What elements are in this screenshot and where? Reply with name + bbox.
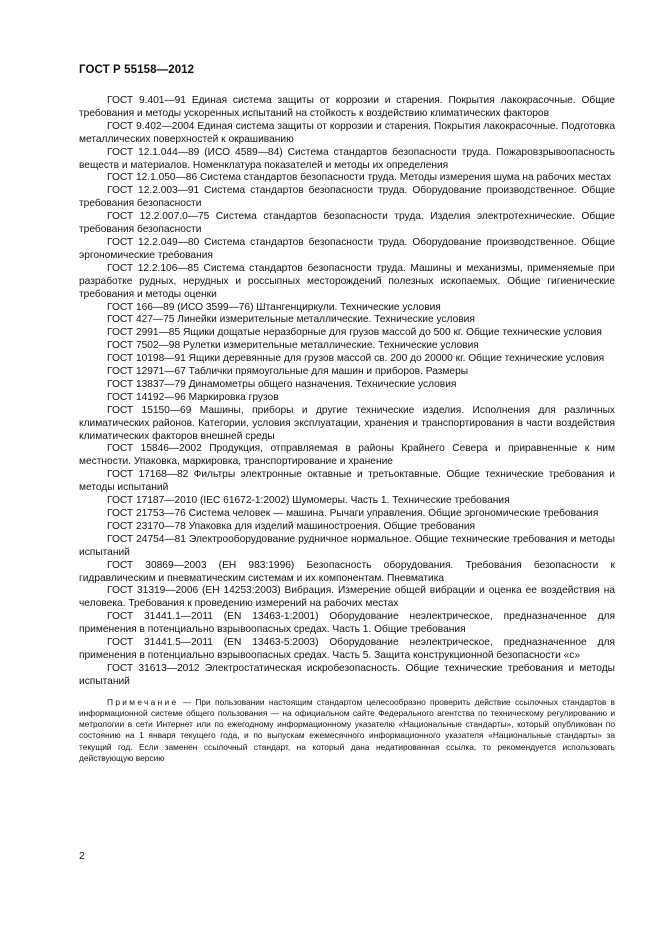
document-header: ГОСТ Р 55158—2012: [79, 64, 195, 76]
reference-entry: ГОСТ 31441.5—2011 (EN 13463-5:2003) Оборудование неэлектрическое, предназначенное для применения в потенциально взрывоопасных средах. Часть 5. Защита конструкционной безопасности «с»: [79, 637, 615, 661]
reference-entry: ГОСТ 24754—81 Электрооборудование рудничное нормальное. Общие технические требования и методы испытаний: [79, 533, 615, 558]
reference-entry: ГОСТ 12.2.049—80 Система стандартов безопасности труда. Оборудование производственное. Общие эргономические требования: [79, 236, 615, 261]
note-paragraph: [79, 697, 615, 764]
reference-entry: ГОСТ 166—89 (ИСО 3599—76) Штангенциркули. Технические условия: [107, 301, 441, 313]
reference-entry: ГОСТ 7502—98 Рулетки измерительные металлические. Технические условия: [107, 340, 479, 352]
reference-entry: ГОСТ 12.2.106—85 Система стандартов безопасности труда. Машины и механизмы, применяемые при разработке рудных, нерудных и россыпных месторождений полезных ископаемых. Общие гигиенические требования и методы оценки: [79, 262, 615, 300]
reference-entry: ГОСТ 12.2.003—91 Система стандартов безопасности труда. Оборудование производственное. Общие требования безопасности: [79, 185, 615, 210]
reference-entry: ГОСТ 9.402—2004 Единая система защиты от коррозии и старения. Покрытия лакокрасочные. Подготовка металлических поверхностей к окрашиванию: [79, 120, 615, 145]
reference-entry: ГОСТ 9.401—91 Единая система защиты от коррозии и старения. Покрытия лакокрасочные. Общие требования и методы ускоренных испытаний на стойкость к воздействию климатических факторов: [79, 95, 615, 119]
reference-entry: ГОСТ 15150—69 Машины, приборы и другие технические изделия. Исполнения для различных климатических районов. Категории, условия эксплуатации, хранения и транспортирования в части воздействия климатических факторов внешней среды: [79, 404, 615, 442]
reference-entry: ГОСТ 31613—2012 Электростатическая искробезопасность. Общие технические требования и методы испытаний: [79, 662, 615, 687]
reference-entry: ГОСТ 17168—82 Фильтры электронные октавные и третьоктавные. Общие технические требования и методы испытаний: [79, 469, 615, 494]
reference-entry: ГОСТ 17187—2010 (IEC 61672-1:2002) Шумомеры. Часть 1. Технические требования: [107, 495, 510, 507]
reference-entry: ГОСТ 31319—2006 (ЕН 14253:2003) Вибрация. Измерение общей вибрации и оценка ее воздействия на человека. Требования к проведению измерений на рабочих местах: [79, 585, 615, 610]
reference-entry: ГОСТ 21753—76 Система человек — машина. Рычаги управления. Общие эргономические требования: [107, 508, 599, 519]
note-label: Примечание: [107, 696, 179, 707]
reference-entry: ГОСТ 14192—96 Маркировка грузов: [107, 391, 279, 403]
reference-entry: ГОСТ 12.1.050—86 Система стандартов безопасности труда. Методы измерения шума на рабочих местах: [107, 172, 612, 184]
reference-entry: ГОСТ 427—75 Линейки измерительные металлические. Технические условия: [107, 314, 475, 326]
reference-entry: ГОСТ 2991—85 Ящики дощатые неразборные для грузов массой до 500 кг. Общие технические условия: [107, 327, 602, 339]
reference-entry: ГОСТ 13837—79 Динамометры общего назначения. Технические условия: [107, 378, 457, 390]
reference-entry: ГОСТ 31441.1—2011 (EN 13463-1:2001) Оборудование неэлектрическое, предназначенное для применения в потенциально взрывоопасных средах. Часть 1. Общие требования: [79, 611, 615, 636]
reference-list: [79, 95, 615, 689]
normative-references: [79, 95, 615, 772]
reference-entry: ГОСТ 15846—2002 Продукция, отправляемая в районы Крайнего Севера и приравненные к ним местности. Упаковка, маркировка, транспортирование и хранение: [79, 443, 615, 468]
reference-entry: ГОСТ 10198—91 Ящики деревянные для грузов массой св. 200 до 20000 кг. Общие технические условия: [107, 353, 605, 365]
page-number: 2: [79, 850, 85, 862]
reference-entry: ГОСТ 30869—2003 (ЕН 983:1996) Безопасность оборудования. Требования безопасности к гидравлическим и пневматическим системам и их компонентам. Пневматика: [79, 559, 615, 584]
reference-entry: ГОСТ 12.1.044—89 (ИСО 4589—84) Система стандартов безопасности труда. Пожаровзрывоопасность веществ и материалов. Номенклатура показателей и методы их определения: [79, 146, 615, 171]
note-text: — При пользовании настоящим стандартом целесообразно проверить действие ссылочных стандартов в информационной системе общего пользования — на официальном сайте Федерального агентства по техническому регулированию и метрологии в сети Интернет или по ежегодному информационному указателю «Национальные стандарты», который опубликован по состоянию на 1 января текущего года, и по выпускам ежемесячного информационного указателя «Национальные стандарты» за текущий год. Если заменен ссылочный стандарт, на который дана недатированная ссылка, то рекомендуется использовать действующую версию: [79, 696, 616, 763]
reference-entry: ГОСТ 12971—67 Таблички прямоугольные для машин и приборов. Размеры: [107, 366, 469, 378]
reference-entry: ГОСТ 12.2.007.0—75 Система стандартов безопасности труда. Изделия электротехнические. Общие требования безопасности: [79, 211, 615, 236]
reference-entry: ГОСТ 23170—78 Упаковка для изделий машиностроения. Общие требования: [107, 520, 476, 532]
